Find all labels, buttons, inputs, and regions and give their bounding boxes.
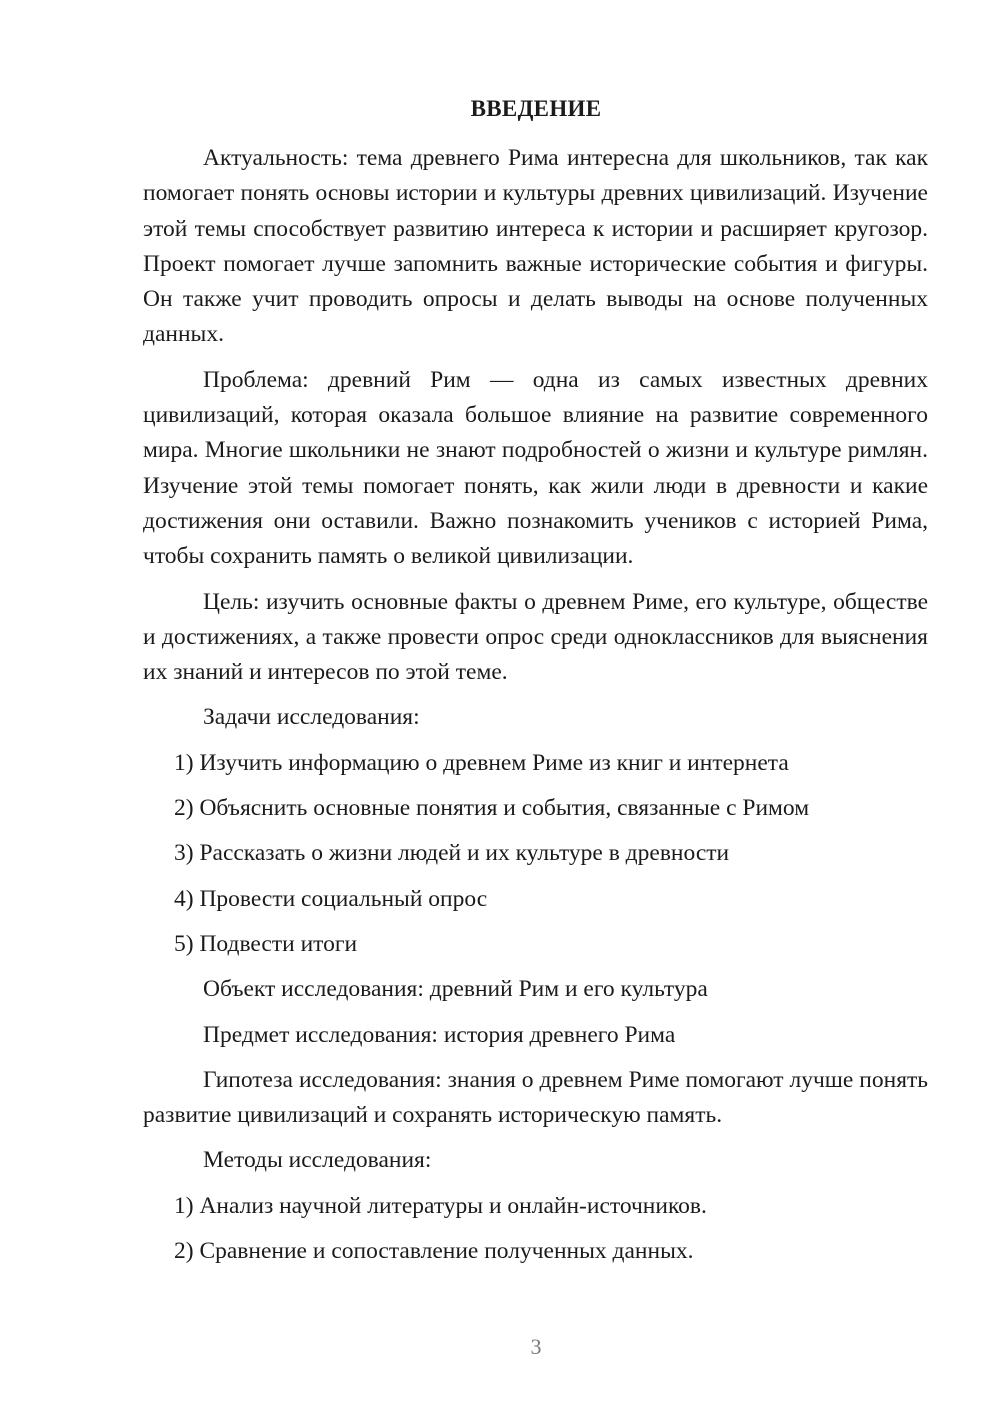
- task-item: 2) Объяснить основные понятия и события, связанные с Римом: [174, 795, 810, 822]
- tasks-title: Задачи исследования:: [203, 704, 420, 731]
- research-object: Объект исследования: древний Рим и его культура: [203, 976, 708, 1003]
- methods-title: Методы исследования:: [203, 1147, 432, 1174]
- task-item: 5) Подвести итоги: [174, 930, 358, 957]
- method-item: 1) Анализ научной литературы и онлайн-источников.: [174, 1192, 707, 1219]
- relevance-paragraph: Актуальность: тема древнего Рима интересна для школьников, так как помогает понять основы истории и культуры древних цивилизаций. Изучение этой темы способствует развитию интереса к истории и расширяет кругозор. Проект помогает лучше запомнить важные исторические события и фигуры. Он также учит проводить опросы и делать выводы на основе полученных данных.: [143, 145, 928, 348]
- document-body: [143, 141, 928, 1279]
- method-item: 2) Сравнение и сопоставление полученных данных.: [174, 1238, 694, 1265]
- problem-paragraph: Проблема: древний Рим — одна из самых известных древних цивилизаций, которая оказала большое влияние на развитие современного мира. Многие школьники не знают подробностей о жизни и культуре римлян. Изучение этой темы помогает понять, как жили люди в древности и какие достижения они оставили. Важно познакомить учеников с историей Рима, чтобы сохранить память о великой цивилизации.: [143, 366, 928, 570]
- page-number: 3: [530, 1334, 542, 1359]
- hypothesis-paragraph: Гипотеза исследования: знания о древнем Риме помогают лучше понять развитие цивилизаций и сохранять историческую память.: [143, 1066, 928, 1129]
- section-heading: ВВЕДЕНИЕ: [470, 96, 602, 121]
- research-subject: Предмет исследования: история древнего Рима: [203, 1021, 676, 1048]
- goal-paragraph: Цель: изучить основные факты о древнем Риме, его культуре, обществе и достижениях, а также провести опрос среди одноклассников для выяснения их знаний и интересов по этой теме.: [143, 588, 928, 686]
- task-item: 1) Изучить информацию о древнем Риме из книг и интернета: [174, 749, 789, 776]
- task-item: 3) Рассказать о жизни людей и их культуре в древности: [174, 840, 730, 867]
- task-item: 4) Провести социальный опрос: [174, 885, 488, 912]
